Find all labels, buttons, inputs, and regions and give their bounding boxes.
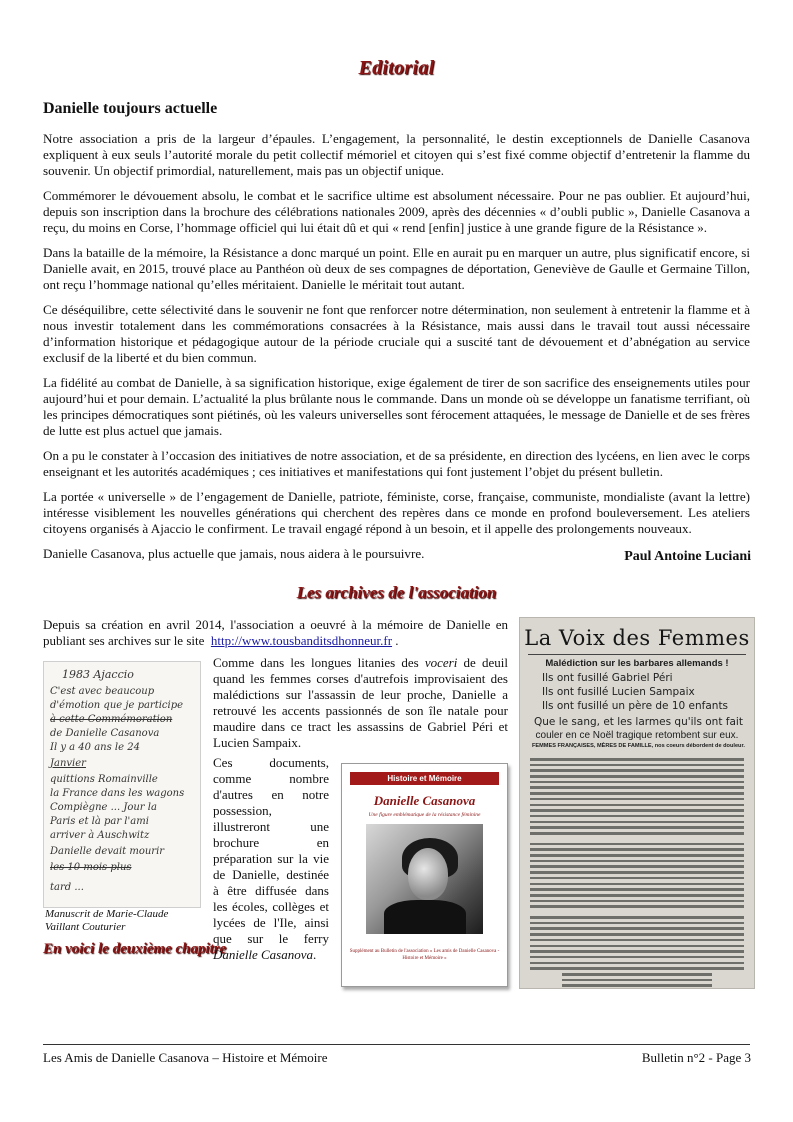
paragraph: La fidélité au combat de Danielle, à sa signification historique, exige également de tirer de son sacrifice des enseignements utiles pour aujourd’hui et pour demain. L’actualité la plus brûlante nous le commande. Dans un monde où se développe un fanatisme terrifiant, où les principes démocratiques sont piétinés, où les valeurs universelles sont férocement attaquées, le message de Danielle et de ses frères de lutte est plus actuel que jamais. bbox=[43, 375, 750, 438]
booklet-band: Histoire et Mémoire bbox=[350, 772, 499, 785]
paragraph: Danielle Casanova, plus actuelle que jamais, nous aidera à le poursuivre. bbox=[43, 546, 425, 561]
portrait-face bbox=[408, 848, 448, 900]
manuscript-caption bbox=[45, 908, 168, 934]
voceri-text: Comme dans les longues litanies des bbox=[213, 655, 419, 670]
newspaper-body bbox=[530, 758, 744, 989]
documents-text: Ces documents, comme nombre d'autres en notre possession, illustreront une brochure en préparation sur la vie de Danielle, destinée à être diffusée dans les écoles, collèges et lycées de l'Ile, ainsi que sur le ferry bbox=[213, 755, 329, 946]
portrait-photo bbox=[366, 824, 483, 934]
manuscript-line: Il y a 40 ans le 24 bbox=[50, 742, 140, 753]
manuscript-line: Danielle devait mourir bbox=[50, 846, 165, 857]
manuscript-line: à cette Commémoration bbox=[50, 714, 173, 725]
manuscript-line: 1983 Ajaccio bbox=[62, 668, 134, 681]
manuscript-line: d'émotion que je participe bbox=[50, 700, 184, 711]
archives-intro-end: . bbox=[395, 633, 399, 648]
manuscript-line: Paris et là par l'ami bbox=[50, 816, 149, 827]
editorial-body bbox=[43, 131, 750, 571]
archives-intro-text: Depuis sa création en avril 2014, l'association a oeuvré à la mémoire de Danielle en publiant ses archives sur le site bbox=[43, 617, 508, 648]
newspaper-rule bbox=[528, 654, 746, 655]
footer-publication: Les Amis de Danielle Casanova – Histoire et Mémoire bbox=[43, 1050, 328, 1065]
archives-title: Les archives de l'association bbox=[296, 583, 497, 602]
manuscript-line: Compiègne ... Jour la bbox=[50, 802, 157, 813]
voceri-word: voceri bbox=[424, 655, 458, 670]
paragraph: Notre association a pris de la largeur d’épaules. L’engagement, la personnalité, le destin exceptionnels de Danielle Casanova expliquent à eux seuls l’autorité morale du petit collectif mémoriel et citoyen qui s’est fixé comme objectif d’entretenir la flamme du souvenir. Un objectif primordial, naturellement, mais pas un objectif unique. bbox=[43, 131, 750, 178]
footer-divider bbox=[43, 1044, 750, 1045]
manuscript-line: tard ... bbox=[50, 882, 84, 893]
paragraph: Ce déséquilibre, cette sélectivité dans le souvenir ne font que renforcer notre détermination, non seulement à entretenir la flamme et à nous investir totalement dans les commémorations consacrées à la Résistance, mais aussi dans le travail tout aussi nécessaire d’information historique et pédagogique autour de la période cruciale qui a suscité tant de dévouement et d’abnégation au service exclusif de la liberté et du bien commun. bbox=[43, 302, 750, 365]
archives-site-link[interactable]: http://www.tousbanditsdhonneur.fr bbox=[210, 633, 393, 648]
paragraph: La portée « universelle » de l’engagement de Danielle, patriote, féministe, corse, française, communiste, mondialiste (avant la lettre) intéresse visiblement les nouvelles générations qui cherchent des repères dans ce monde en profond bouleversement. Les ateliers citoyens organisés à Ajaccio le confirment. Le travail engagé répond à un besoin, et il appelle des prolongements nouveaux. bbox=[43, 489, 750, 536]
manuscript-image bbox=[43, 661, 201, 908]
signature: Paul Antoine Luciani bbox=[624, 549, 751, 564]
newspaper-line: Que le sang, et les larmes qu'ils ont fait bbox=[534, 716, 743, 728]
newspaper-line: Ils ont fusillé Lucien Sampaix bbox=[542, 686, 695, 698]
booklet-title: Danielle Casanova bbox=[373, 793, 476, 808]
paragraph: On a pu le constater à l’occasion des initiatives de notre association, et de sa présidente, en direction des lycéens, en lien avec le corps enseignant et les autorités académiques ; ces initiatives et manifestations qui font justement l’objet du présent bulletin. bbox=[43, 448, 750, 479]
portrait-coat bbox=[384, 900, 466, 934]
archives-intro bbox=[43, 617, 508, 649]
documents-paragraph: Ces documents, comme nombre d'autres en notre possession, illustreront une brochure en préparation sur la vie de Danielle, destinée à être diffusée dans les écoles, collèges et lycées de l'Ile, ainsi que sur le ferry Danielle Casanova. bbox=[213, 755, 329, 962]
newspaper-line: couler en ce Noël tragique retombent sur eux. bbox=[535, 730, 739, 741]
footer-page-number: Bulletin n°2 - Page 3 bbox=[641, 1050, 751, 1065]
booklet-cover bbox=[341, 763, 508, 987]
paragraph: Dans la bataille de la mémoire, la Résistance a donc marqué un point. Elle en aurait pu en marquer un autre, plus significatif encore, si Danielle avait, en 2015, trouvé place au Panthéon où deux de ses compagnes de déportation, Geneviève de Gaulle et Germaine Tillon, ont reçu l’hommage national qu’elles méritaient. Danielle le méritait tout autant. bbox=[43, 245, 750, 292]
booklet-subtitle: Une figure emblématique de la résistance féminine bbox=[368, 812, 481, 818]
manuscript-line: arriver à Auschwitz bbox=[50, 830, 150, 841]
newspaper-tract bbox=[519, 617, 755, 989]
paragraph: Commémorer le dévouement absolu, le combat et le sacrifice ultime est absolument nécessaire. Pour ne pas oublier. Et aujourd’hui, depuis son inscription dans la brochure des célébrations nationales 2009, après des décennies « d’oubli public », Danielle Casanova a reçu, du moins en Corse, l’hommage officiel qui lui était dû et qui « rend [enfin] justice à une grande figure de la Résistance ». bbox=[43, 188, 750, 235]
manuscript-line: la France dans les wagons bbox=[50, 788, 185, 799]
newspaper-line: FEMMES FRANÇAISES, MÈRES DE FAMILLE, nos coeurs débordent de douleur. bbox=[532, 743, 745, 749]
manuscript-line: C'est avec beaucoup bbox=[50, 686, 155, 697]
caption-line: Manuscrit de Marie-Claude bbox=[45, 908, 169, 920]
editorial-title: Editorial bbox=[358, 57, 435, 79]
editorial-subtitle: Danielle toujours actuelle bbox=[43, 100, 218, 117]
ferry-name: Danielle Casanova bbox=[213, 947, 314, 962]
newspaper-line: Ils ont fusillé un père de 10 enfants bbox=[542, 700, 729, 712]
manuscript-line: les 10 mois plus bbox=[50, 862, 132, 873]
caption-line: Vaillant Couturier bbox=[45, 921, 126, 933]
chapter-link[interactable]: En voici le deuxième chapitre bbox=[43, 941, 227, 957]
voceri-text-rest: de deuil quand les femmes corses d'autrefois improvisaient des malédictions sur l'assassin de leur proche, Danielle a retrouvé les accents passionnés de son île natale pour maudire dans ce tract les assassins de Gabriel Péri et Lucien Sampaix. bbox=[213, 655, 508, 750]
manuscript-line: quittions Romainville bbox=[50, 774, 158, 785]
booklet-footer: Supplément au Bulletin de l'association « Les amis de Danielle Casanova - Histoire et Mémoire » bbox=[349, 949, 500, 961]
voceri-paragraph bbox=[213, 655, 508, 751]
manuscript-line: de Danielle Casanova bbox=[50, 728, 160, 739]
manuscript-line: Janvier bbox=[50, 758, 86, 769]
newspaper-line: Ils ont fusillé Gabriel Péri bbox=[542, 672, 673, 684]
newspaper-headline: Malédiction sur les barbares allemands ! bbox=[545, 658, 729, 669]
newspaper-title: La Voix des Femmes bbox=[524, 626, 750, 650]
